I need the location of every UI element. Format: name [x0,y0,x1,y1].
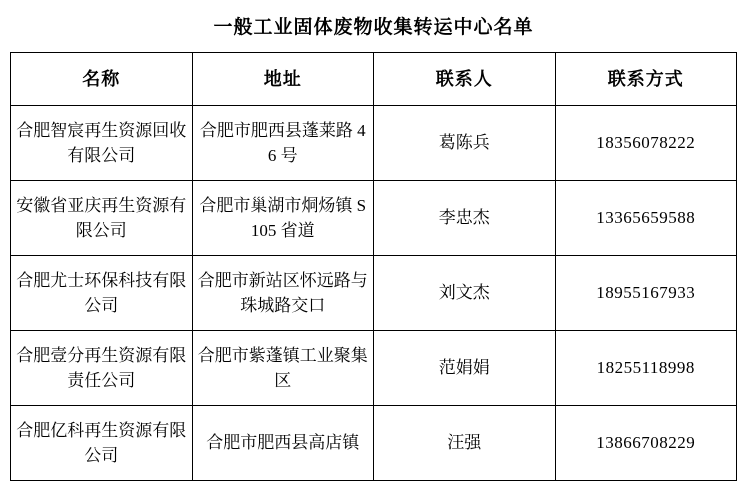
cell-address: 合肥市肥西县蓬莱路 46 号 [192,106,374,181]
table-body [11,106,737,481]
table-row [11,181,737,256]
column-header-address: 地址 [192,53,374,106]
cell-name: 合肥壹分再生资源有限责任公司 [11,331,193,406]
cell-address: 合肥市新站区怀远路与珠城路交口 [192,256,374,331]
cell-name: 合肥亿科再生资源有限公司 [11,406,193,481]
table-row [11,106,737,181]
cell-phone: 13365659588 [555,181,737,256]
cell-contact: 汪强 [374,406,556,481]
table-row [11,406,737,481]
table-row [11,256,737,331]
cell-contact: 刘文杰 [374,256,556,331]
table-header-row [11,53,737,106]
table-row [11,331,737,406]
table-header [11,53,737,106]
cell-address: 合肥市紫蓬镇工业聚集区 [192,331,374,406]
cell-phone: 18356078222 [555,106,737,181]
column-header-phone: 联系方式 [555,53,737,106]
waste-collection-centers-table [10,52,737,481]
cell-phone: 13866708229 [555,406,737,481]
cell-phone: 18955167933 [555,256,737,331]
cell-name: 合肥尤士环保科技有限公司 [11,256,193,331]
cell-contact: 李忠杰 [374,181,556,256]
page-title: 一般工业固体废物收集转运中心名单 [213,17,534,38]
cell-contact: 范娟娟 [374,331,556,406]
cell-phone: 18255118998 [555,331,737,406]
cell-address: 合肥市肥西县高店镇 [192,406,374,481]
cell-contact: 葛陈兵 [374,106,556,181]
column-header-name: 名称 [11,53,193,106]
cell-address: 合肥市巢湖市烔炀镇 S105 省道 [192,181,374,256]
column-header-contact: 联系人 [374,53,556,106]
cell-name: 合肥智宸再生资源回收有限公司 [11,106,193,181]
cell-name: 安徽省亚庆再生资源有限公司 [11,181,193,256]
